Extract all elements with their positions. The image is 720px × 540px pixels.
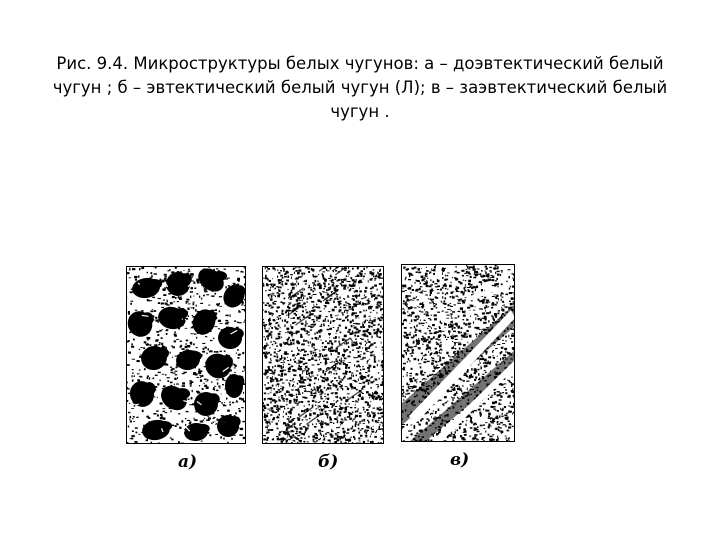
micrograph-c-image xyxy=(401,264,515,442)
caption-line-3: чугун . xyxy=(330,102,390,121)
panel-label-c: в) xyxy=(450,450,470,470)
caption-line-1: Рис. 9.4. Микроструктуры белых чугунов: а – доэвтектический белый xyxy=(56,54,664,73)
panel-label-a: а) xyxy=(178,452,198,472)
micrograph-a xyxy=(126,266,246,444)
panel-label-b: б) xyxy=(318,452,339,472)
micrograph-a-image xyxy=(126,266,246,444)
figure-caption xyxy=(50,52,670,124)
caption-line-2: чугун ; б – эвтектический белый чугун (Л); в – заэвтектический белый xyxy=(52,78,668,97)
micrograph-b-image xyxy=(262,266,384,444)
micrograph-b xyxy=(262,266,384,444)
micrograph-c xyxy=(401,264,515,442)
